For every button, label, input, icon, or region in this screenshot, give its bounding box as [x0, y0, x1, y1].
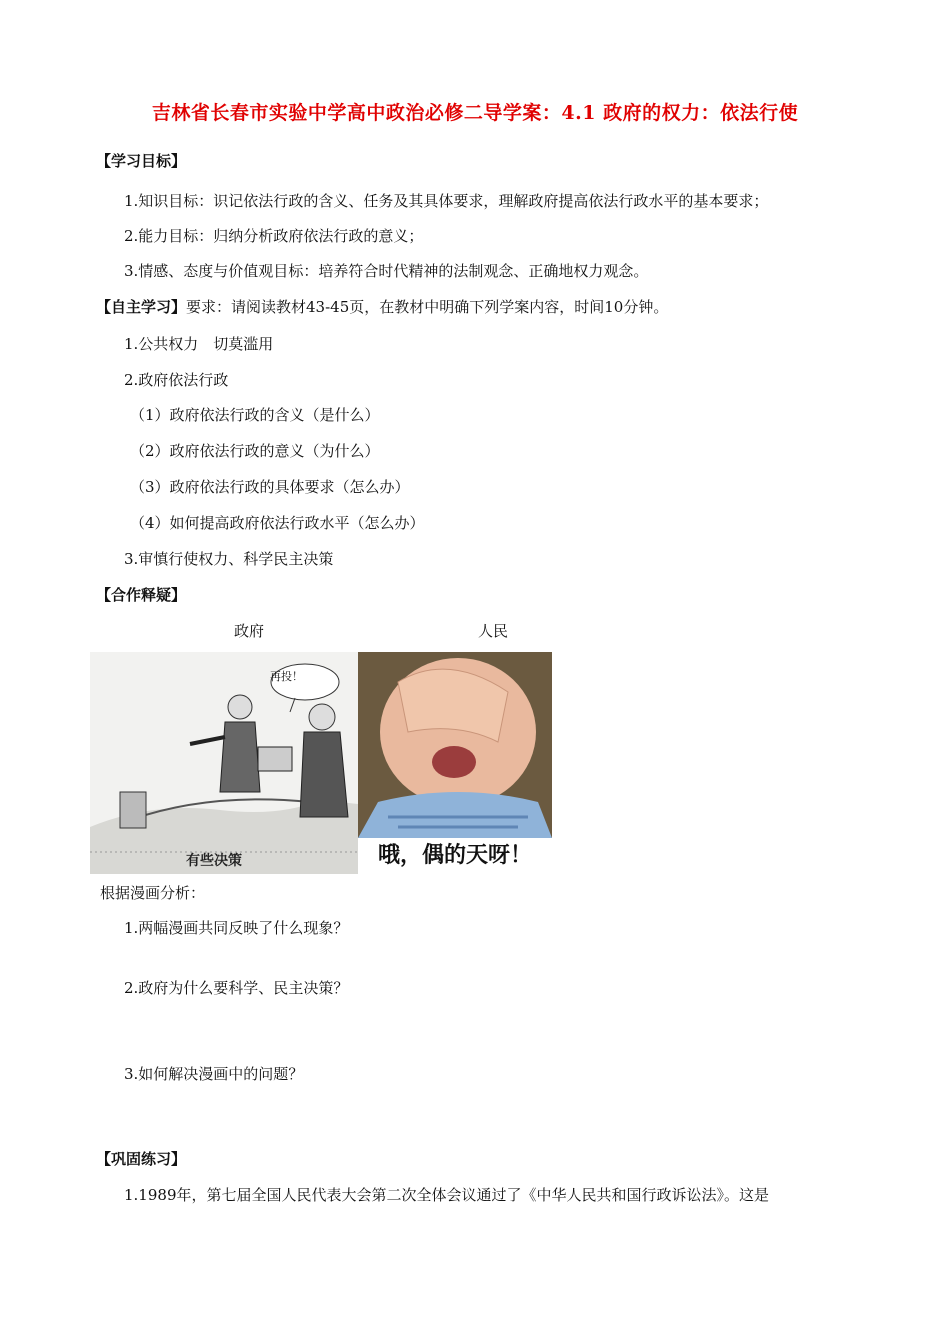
self-study-item: 3.审慎行使权力、科学民主决策: [124, 550, 334, 568]
self-study-subitem: （2）政府依法行政的意义（为什么）: [130, 442, 380, 460]
crying-baby-photo: [358, 652, 552, 838]
question-item: 3.如何解决漫画中的问题？: [124, 1065, 304, 1083]
cartoon-caption: 有些决策: [186, 853, 242, 869]
self-study-line: [96, 296, 668, 317]
self-study-item: 2.政府依法行政: [124, 371, 229, 389]
question-item: 2.政府为什么要科学、民主决策？: [124, 979, 349, 997]
self-study-item: 1.公共权力 切莫滥用: [124, 335, 274, 353]
label-people: 人民: [478, 622, 509, 640]
self-study-subitem: （3）政府依法行政的具体要求（怎么办）: [130, 478, 410, 496]
self-study-requirement: 要求：请阅读教材43-45页，在教材中明确下列学案内容，时间10分钟。: [186, 298, 669, 316]
practice-heading: 【巩固练习】: [96, 1150, 187, 1168]
label-government: 政府: [234, 622, 265, 640]
objective-item: 1.知识目标：识记依法行政的含义、任务及其具体要求，理解政府提高依法行政水平的基本要求；: [124, 192, 769, 210]
self-study-subitem: （1）政府依法行政的含义（是什么）: [130, 406, 380, 424]
self-study-heading: 【自主学习】: [96, 298, 187, 316]
self-study-subitem: （4）如何提高政府依法行政水平（怎么办）: [130, 514, 425, 532]
cartoon-people-caption: 哦，偶的天呀！: [358, 838, 552, 874]
cartoon-bubble-text: 再投！: [270, 670, 303, 683]
cooperation-heading: 【合作释疑】: [96, 586, 187, 604]
objective-item: 2.能力目标：归纳分析政府依法行政的意义；: [124, 227, 424, 245]
objectives-heading: 【学习目标】: [96, 152, 187, 170]
analysis-intro: 根据漫画分析：: [100, 884, 206, 902]
page-title: 吉林省长春市实验中学高中政治必修二导学案：4.1 政府的权力：依法行使: [151, 102, 799, 124]
cartoon-image-government: [90, 652, 358, 874]
objective-item: 3.情感、态度与价值观目标：培养符合时代精神的法制观念、正确地权力观念。: [124, 262, 649, 280]
cartoon-image-people: [358, 652, 552, 874]
cartoon-drawing: [90, 652, 358, 874]
question-item: 1.两幅漫画共同反映了什么现象？: [124, 919, 349, 937]
practice-item: 1.1989年，第七届全国人民代表大会第二次全体会议通过了《中华人民共和国行政诉讼法》。这是: [124, 1186, 769, 1204]
